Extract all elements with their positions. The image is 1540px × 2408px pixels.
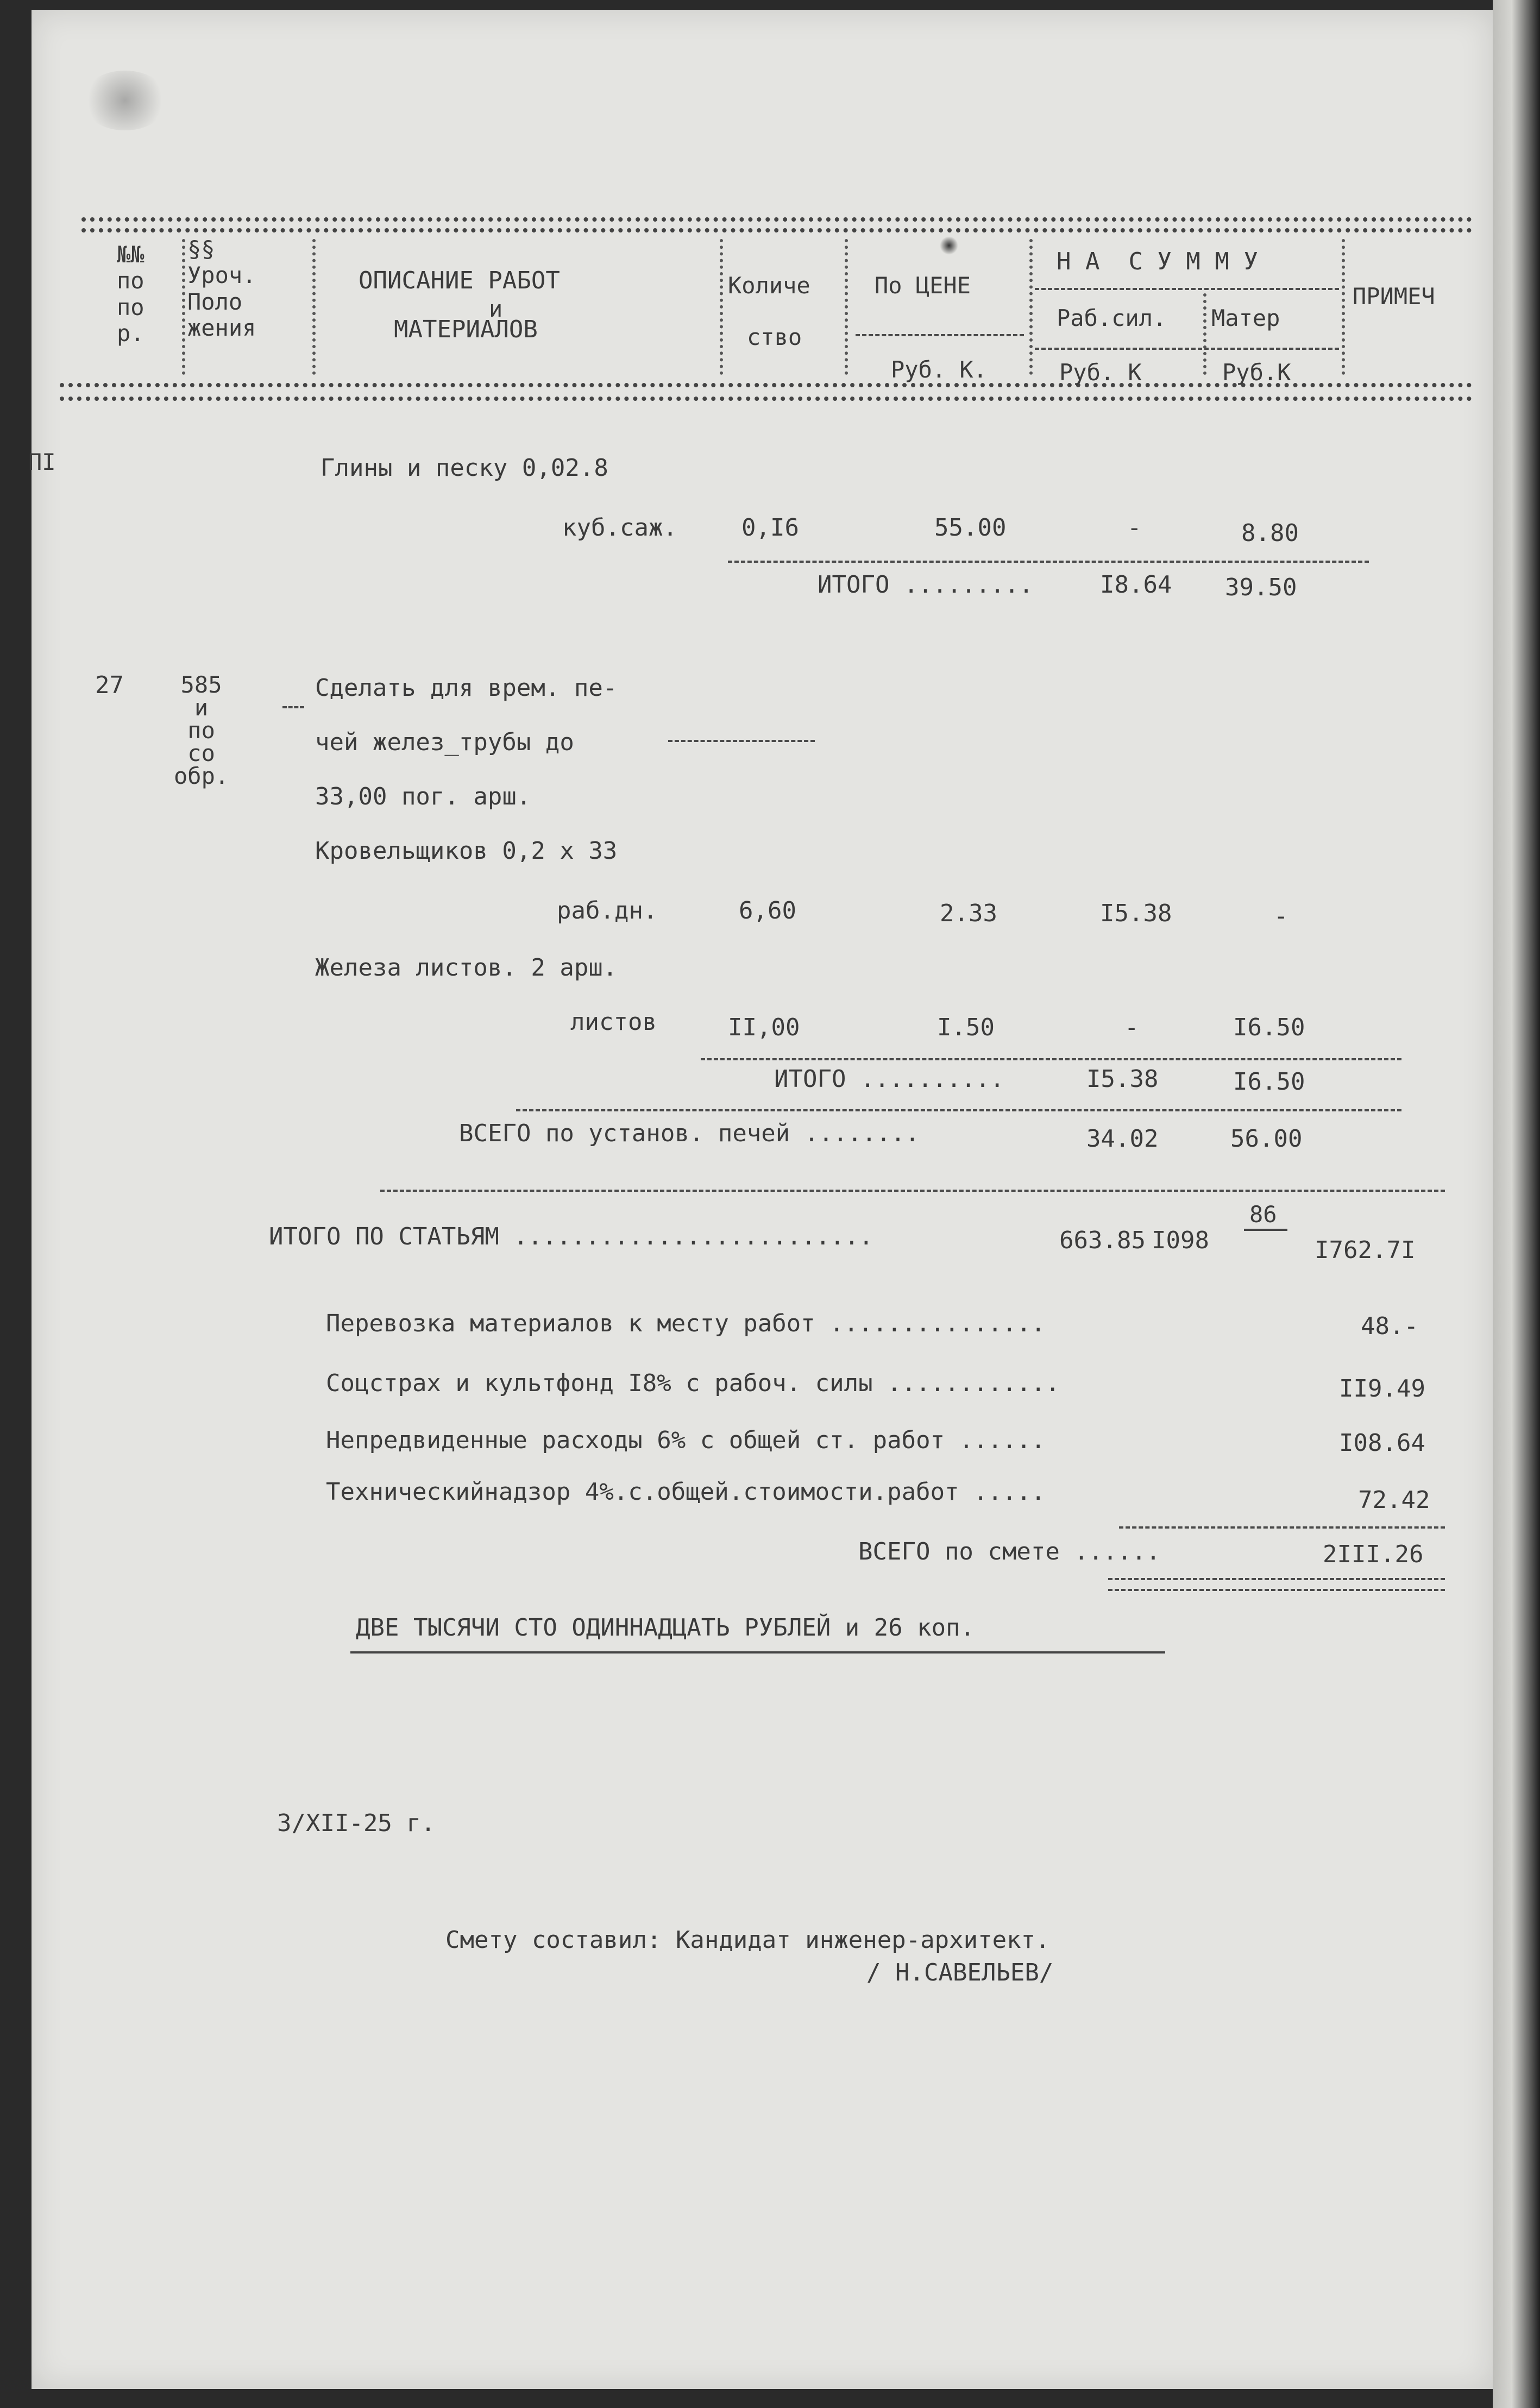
margin-mark: ПI (28, 449, 56, 475)
iron-materials: I6.50 (1233, 1014, 1305, 1041)
transport-value: 48.- (1361, 1312, 1418, 1340)
supervision-rule (1119, 1526, 1445, 1529)
item-total-materials: I6.50 (1233, 1068, 1305, 1096)
header-col-notes: ПРИМЕЧ (1353, 283, 1435, 310)
header-sum-rule (1035, 288, 1339, 290)
roofers-materials: - (1274, 902, 1288, 930)
clay-price: 55.00 (934, 514, 1007, 542)
roofers-unit: раб.дн. (557, 897, 658, 925)
roofers-price: 2.33 (940, 900, 997, 927)
header-col-sum-rub-1: Руб. К (1059, 359, 1142, 386)
item-number: 27 (95, 671, 124, 699)
roofers-labor: I5.38 (1100, 900, 1172, 927)
transport-label: Перевозка материалов к месту работ ............... (326, 1310, 1046, 1337)
iron-rule (701, 1058, 1401, 1060)
header-col-price-unit: Руб. К. (891, 356, 988, 383)
amount-in-words-underline (350, 1651, 1165, 1653)
item-description-2: чей желез_трубы до (315, 728, 574, 756)
roofers-description: Кровельщиков 0,2 х 33 (315, 837, 618, 865)
item-description-3: 33,00 пог. арш. (315, 783, 531, 810)
articles-total-labor: 663.85 (1059, 1227, 1146, 1254)
header-divider (845, 239, 848, 375)
unforeseen-value: I08.64 (1339, 1429, 1425, 1457)
iron-labor: - (1124, 1014, 1139, 1041)
header-divider (312, 239, 316, 375)
header-col-description-materials: МАТЕРИАЛОВ (394, 316, 538, 343)
header-col-sum-materials: Матер (1211, 305, 1280, 331)
item-total-rule (516, 1109, 1401, 1111)
item-total-label: ИТОГО .......... (774, 1065, 1004, 1093)
clay-rule (728, 561, 1369, 563)
estimate-total-label: ВСЕГО по смете ...... (858, 1538, 1161, 1565)
header-col-no: №№ по по р. (117, 241, 144, 347)
iron-unit: листов (570, 1008, 657, 1036)
iron-quantity: II,00 (728, 1014, 800, 1041)
item-paragraph: 585 и по со обр. (174, 671, 229, 789)
header-bottom-rule-2 (60, 397, 1472, 401)
item-description-1: Сделать для врем. пе- (315, 674, 618, 702)
header-col-sum-labor: Раб.сил. (1057, 305, 1167, 331)
header-col-sum: Н А С У М М У (1057, 248, 1258, 275)
header-divider (1342, 239, 1345, 375)
header-col-description: ОПИСАНИЕ РАБОТ (359, 267, 560, 294)
item-total-labor: I5.38 (1086, 1065, 1159, 1093)
estimate-date: 3/XII-25 г. (277, 1809, 436, 1837)
articles-total-materials: I098 (1152, 1227, 1209, 1254)
ink-dot (940, 236, 958, 255)
roofers-quantity: 6,60 (739, 897, 796, 925)
clay-quantity: 0,I6 (741, 514, 799, 542)
compiler-name: / Н.САВЕЛЬЕВ/ (866, 1959, 1054, 1986)
header-col-sum-rub-2: Руб.К (1222, 359, 1291, 386)
kopecks-underline (1244, 1229, 1287, 1231)
header-col-paragraph: §§ Уроч. Поло жения (187, 236, 256, 341)
iron-description: Железа листов. 2 арш. (315, 954, 618, 982)
clay-total-materials: 39.50 (1225, 574, 1297, 601)
furnaces-total-labor: 34.02 (1086, 1125, 1159, 1153)
articles-total-label: ИТОГО ПО СТАТЬЯМ ......................... (269, 1223, 873, 1250)
social-insurance-value: II9.49 (1339, 1375, 1425, 1403)
estimate-double-rule (1108, 1578, 1445, 1580)
header-divider (1203, 293, 1206, 375)
estimate-double-rule-2 (1108, 1589, 1445, 1591)
furnaces-total-materials: 56.00 (1230, 1125, 1303, 1153)
header-col-price: По ЦЕНЕ (875, 272, 971, 299)
item-description-underline-2 (668, 740, 815, 742)
header-divider (720, 239, 723, 375)
articles-total-overall: I762.7I (1315, 1236, 1416, 1264)
articles-total-materials-kopecks: 86 (1249, 1201, 1277, 1228)
header-top-rule-2 (81, 228, 1472, 232)
header-col-description-and: и (489, 296, 503, 322)
ink-smudge (81, 71, 168, 130)
supervision-value: 72.42 (1358, 1486, 1430, 1514)
clay-labor: - (1127, 514, 1142, 542)
header-top-rule (81, 217, 1472, 222)
clay-total-labor: I8.64 (1100, 571, 1172, 599)
header-col-quantity: Количе (728, 272, 810, 299)
page-edge (1493, 0, 1540, 2408)
estimate-total-value: 2III.26 (1323, 1541, 1424, 1568)
header-sum-rule-2 (1035, 348, 1339, 350)
clay-materials: 8.80 (1241, 519, 1299, 547)
compiled-by: Смету составил: Кандидат инженер-архитект. (445, 1926, 1050, 1954)
section-rule (380, 1190, 1445, 1192)
unforeseen-label: Непредвиденные расходы 6% с общей ст. работ ...... (326, 1426, 1046, 1454)
clay-unit: куб.саж. (562, 514, 677, 542)
supervision-label: Техническийнадзор 4%.с.общей.стоимости.работ ..... (326, 1478, 1046, 1506)
header-col-quantity-2: ство (747, 324, 802, 350)
furnaces-total-label: ВСЕГО по установ. печей ........ (459, 1120, 920, 1147)
iron-price: I.50 (937, 1014, 995, 1041)
amount-in-words: ДВЕ ТЫСЯЧИ СТО ОДИННАДЦАТЬ РУБЛЕЙ и 26 коп. (356, 1614, 975, 1642)
item-description-underline (282, 706, 304, 708)
clay-description: Глины и песку 0,02.8 (320, 454, 608, 482)
social-insurance-label: Соцстрах и культфонд I8% с рабоч. силы ............ (326, 1369, 1060, 1397)
clay-total-label: ИТОГО ......... (818, 571, 1034, 599)
header-price-rule (856, 334, 1024, 336)
header-divider (1029, 239, 1033, 375)
header-divider (182, 239, 185, 375)
